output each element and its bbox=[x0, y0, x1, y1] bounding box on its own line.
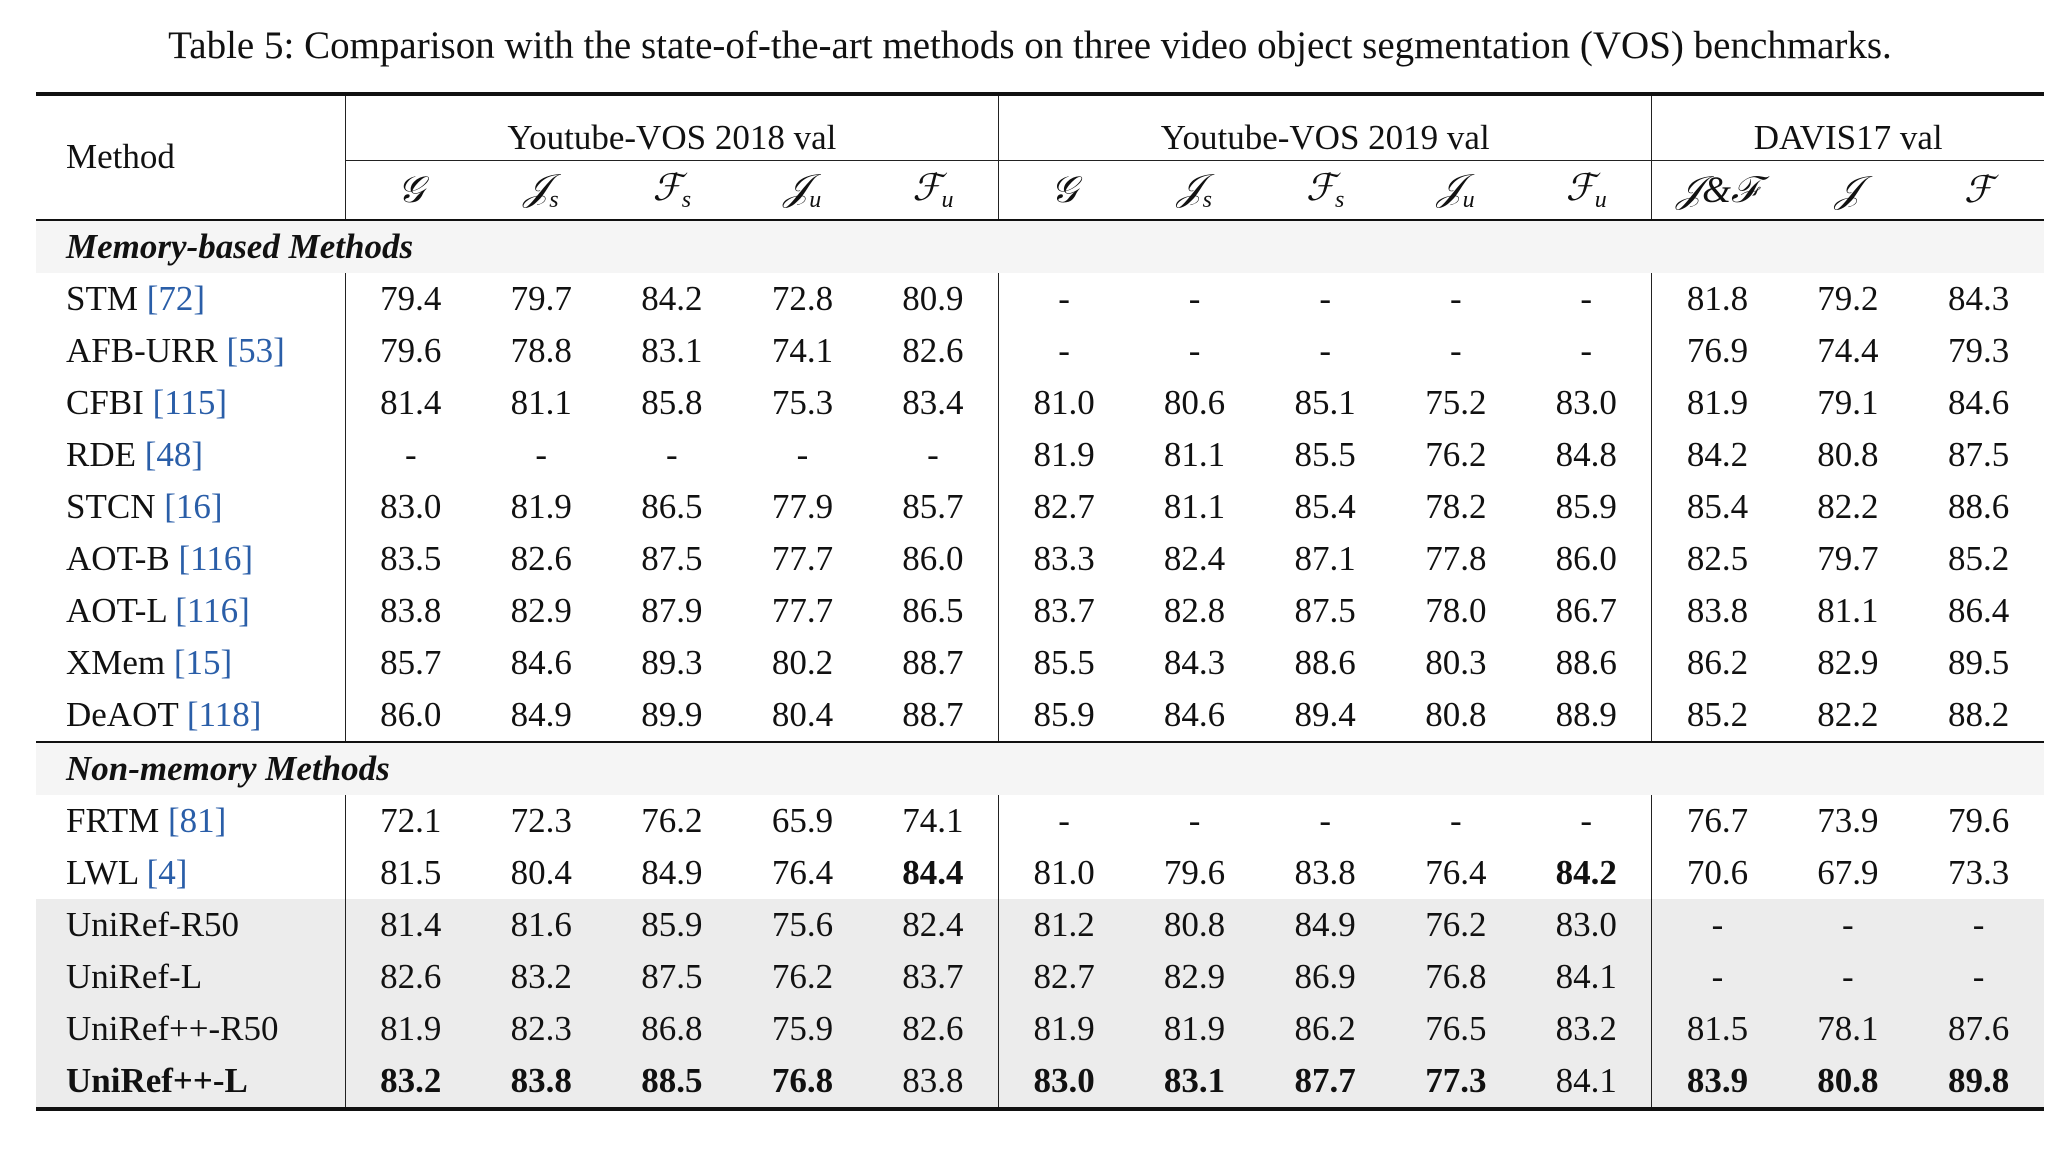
table-cell: 70.6 bbox=[1652, 847, 1783, 899]
table-cell: 85.9 bbox=[1555, 487, 1617, 526]
table-cell: 76.2 bbox=[641, 801, 703, 840]
table-cell: 83.0 bbox=[1555, 383, 1617, 422]
table-cell: 83.3 bbox=[999, 533, 1130, 585]
method-name-cell bbox=[36, 429, 345, 481]
table-cell: 79.6 bbox=[1163, 853, 1226, 892]
results-table bbox=[36, 92, 2044, 1111]
method-name-cell bbox=[36, 325, 345, 377]
table-cell: 86.9 bbox=[1260, 951, 1391, 1003]
table-cell: 83.0 bbox=[999, 1055, 1130, 1109]
method-name: STCN bbox=[66, 487, 156, 526]
table-row bbox=[36, 585, 2044, 637]
table-cell: 76.4 bbox=[1425, 853, 1487, 892]
table-row bbox=[36, 1055, 2044, 1109]
section-header-row bbox=[36, 220, 2044, 273]
table-cell: 76.2 bbox=[1391, 899, 1522, 951]
table-cell: 84.6 bbox=[1947, 383, 2010, 422]
table-cell: 88.6 bbox=[1555, 643, 1617, 682]
table-cell: 86.2 bbox=[1652, 637, 1783, 689]
metric-subscript: s bbox=[681, 187, 692, 213]
method-name-cell bbox=[36, 377, 345, 429]
table-cell: 80.4 bbox=[510, 853, 572, 892]
table-row bbox=[36, 273, 2044, 325]
method-name-cell bbox=[36, 481, 345, 533]
table-cell: 83.4 bbox=[902, 383, 964, 422]
table-cell: 82.3 bbox=[476, 1003, 607, 1055]
table-cell: 74.4 bbox=[1817, 331, 1879, 370]
table-row bbox=[36, 899, 2044, 951]
table-cell: 84.6 bbox=[1163, 695, 1226, 734]
table-cell: 83.1 bbox=[641, 331, 703, 370]
table-cell: 83.9 bbox=[1652, 1055, 1783, 1109]
table-cell: 74.1 bbox=[771, 331, 834, 370]
metric-header bbox=[1913, 161, 2044, 221]
table-cell: - bbox=[999, 795, 1130, 847]
table-cell: 83.0 bbox=[345, 481, 476, 533]
table-cell: 85.7 bbox=[345, 637, 476, 689]
table-cell: 85.9 bbox=[607, 899, 738, 951]
table-cell: 81.9 bbox=[999, 429, 1130, 481]
table-cell: - bbox=[1783, 951, 1914, 1003]
table-cell: - bbox=[1652, 899, 1783, 951]
method-name: AFB-URR bbox=[66, 331, 218, 370]
table-cell: 81.4 bbox=[345, 899, 476, 951]
table-row bbox=[36, 951, 2044, 1003]
table-cell: 87.9 bbox=[641, 591, 703, 630]
method-name-cell bbox=[36, 847, 345, 899]
table-cell: 75.3 bbox=[771, 383, 834, 422]
method-name-cell bbox=[36, 1003, 345, 1055]
table-cell: 84.1 bbox=[1521, 951, 1652, 1003]
table-cell: 81.9 bbox=[510, 487, 572, 526]
table-cell: - bbox=[1188, 331, 1201, 370]
method-name: UniRef-R50 bbox=[66, 905, 240, 944]
table-cell: 72.3 bbox=[510, 801, 572, 840]
table-row bbox=[36, 481, 2044, 533]
table-cell: 77.7 bbox=[771, 591, 834, 630]
citation-link[interactable]: [15] bbox=[173, 643, 233, 682]
table-row bbox=[36, 429, 2044, 481]
table-cell: 81.1 bbox=[1817, 591, 1879, 630]
table-cell: 72.1 bbox=[345, 795, 476, 847]
table-cell: 81.1 bbox=[510, 383, 572, 422]
method-name: LWL bbox=[66, 853, 138, 892]
method-name: UniRef++-L bbox=[66, 1061, 248, 1100]
table-body bbox=[36, 220, 2044, 1109]
table-cell: 80.8 bbox=[1817, 435, 1879, 474]
table-cell: 81.2 bbox=[999, 899, 1130, 951]
table-cell: 77.3 bbox=[1391, 1055, 1522, 1109]
table-cell: 87.5 bbox=[607, 951, 738, 1003]
table-cell: 83.8 bbox=[1294, 853, 1356, 892]
table-cell: - bbox=[666, 435, 678, 474]
table-cell: 83.1 bbox=[1129, 1055, 1260, 1109]
table-cell: 78.2 bbox=[1425, 487, 1487, 526]
table-cell: 88.2 bbox=[1947, 695, 2010, 734]
table-cell: 76.2 bbox=[1425, 435, 1487, 474]
table-cell: 85.8 bbox=[641, 383, 703, 422]
table-cell: 87.5 bbox=[1947, 435, 2010, 474]
metric-header bbox=[1260, 161, 1391, 221]
table-cell: 88.6 bbox=[1294, 643, 1356, 682]
table-cell: 85.5 bbox=[1294, 435, 1356, 474]
table-cell: 82.6 bbox=[510, 539, 572, 578]
table-cell: 77.9 bbox=[771, 487, 834, 526]
metric-subscript: s bbox=[1335, 187, 1345, 213]
table-cell: 76.9 bbox=[1652, 325, 1783, 377]
table-row bbox=[36, 795, 2044, 847]
table-cell: 79.6 bbox=[345, 325, 476, 377]
table-cell: 81.0 bbox=[999, 847, 1130, 899]
table-cell: 79.7 bbox=[510, 279, 572, 318]
method-name: UniRef-L bbox=[66, 957, 203, 996]
table-cell: 85.4 bbox=[1294, 487, 1356, 526]
metric-subscript: u bbox=[941, 187, 954, 213]
table-cell: 82.6 bbox=[868, 1003, 999, 1055]
table-cell: 81.0 bbox=[999, 377, 1130, 429]
table-cell: 83.5 bbox=[345, 533, 476, 585]
method-name: STM bbox=[66, 279, 138, 318]
method-name-cell bbox=[36, 899, 345, 951]
method-name-cell bbox=[36, 273, 345, 325]
table-cell: - bbox=[1188, 801, 1201, 840]
table-cell: 86.8 bbox=[607, 1003, 738, 1055]
table-cell: 80.9 bbox=[902, 279, 964, 318]
table-cell: 89.3 bbox=[641, 643, 703, 682]
method-header: Method bbox=[36, 94, 345, 220]
table-cell: 84.3 bbox=[1163, 643, 1226, 682]
method-name-cell bbox=[36, 533, 345, 585]
table-cell: 86.5 bbox=[902, 591, 964, 630]
table-cell: - bbox=[999, 273, 1130, 325]
table-cell: 81.8 bbox=[1652, 273, 1783, 325]
metric-symbol: 𝒢 bbox=[1050, 169, 1078, 211]
table-row bbox=[36, 377, 2044, 429]
header-row-groups bbox=[36, 94, 2044, 161]
table-cell: 80.3 bbox=[1425, 643, 1487, 682]
metric-header bbox=[737, 161, 868, 221]
table-cell: 83.8 bbox=[345, 585, 476, 637]
table-cell: - bbox=[345, 429, 476, 481]
table-cell: 75.2 bbox=[1425, 383, 1487, 422]
group-header-davis17: DAVIS17 val bbox=[1652, 94, 2044, 161]
table-cell: 83.8 bbox=[868, 1055, 999, 1109]
method-name: XMem bbox=[66, 643, 166, 682]
metric-header bbox=[345, 161, 476, 221]
citation-link[interactable]: [115] bbox=[152, 383, 228, 422]
table-cell: 84.1 bbox=[1521, 1055, 1652, 1109]
table-cell: 74.1 bbox=[902, 801, 964, 840]
table-cell: 85.1 bbox=[1294, 383, 1356, 422]
metric-subscript: u bbox=[1462, 186, 1475, 213]
table-cell: 79.1 bbox=[1817, 383, 1879, 422]
table-cell: 83.7 bbox=[868, 951, 999, 1003]
table-cell: - bbox=[1188, 279, 1201, 318]
method-name-cell bbox=[36, 951, 345, 1003]
citation-link[interactable]: [72] bbox=[146, 279, 206, 318]
table-cell: 82.9 bbox=[1129, 951, 1260, 1003]
table-cell: 89.8 bbox=[1913, 1055, 2044, 1109]
table-cell: 82.9 bbox=[510, 591, 572, 630]
citation-link[interactable]: [116] bbox=[178, 539, 253, 578]
table-cell: 83.7 bbox=[999, 585, 1130, 637]
table-cell: 82.2 bbox=[1817, 487, 1879, 526]
table-cell: - bbox=[927, 435, 939, 474]
method-name-cell bbox=[36, 637, 345, 689]
table-cell: 78.1 bbox=[1783, 1003, 1914, 1055]
table-cell: 81.5 bbox=[1652, 1003, 1783, 1055]
metric-symbol: 𝒥 bbox=[783, 167, 810, 209]
metric-subscript: s bbox=[549, 186, 559, 213]
table-cell: 85.9 bbox=[999, 689, 1130, 742]
metric-symbol: ℱ bbox=[912, 168, 942, 209]
table-row bbox=[36, 637, 2044, 689]
table-row bbox=[36, 689, 2044, 742]
table-cell: 89.9 bbox=[641, 695, 703, 734]
table-cell: 81.5 bbox=[345, 847, 476, 899]
table-cell: 76.8 bbox=[737, 1055, 868, 1109]
table-cell: 83.2 bbox=[476, 951, 607, 1003]
table-cell: 80.8 bbox=[1129, 899, 1260, 951]
table-cell: - bbox=[1319, 331, 1331, 370]
table-cell: 84.2 bbox=[1652, 429, 1783, 481]
citation-link[interactable]: [118] bbox=[186, 695, 262, 734]
table-cell: 77.8 bbox=[1425, 539, 1487, 578]
table-cell: 88.7 bbox=[902, 695, 964, 734]
table-cell: 84.6 bbox=[510, 643, 572, 682]
table-cell: 78.8 bbox=[510, 331, 572, 370]
table-caption: Table 5: Comparison with the state-of-the-art methods on three video object segmentation (VOS) benchmarks. bbox=[168, 24, 1892, 67]
table-cell: 80.6 bbox=[1163, 383, 1226, 422]
table-cell: 83.2 bbox=[345, 1055, 476, 1109]
table-cell: 86.7 bbox=[1555, 591, 1617, 630]
table-cell: 85.2 bbox=[1947, 539, 2010, 578]
table-cell: 84.9 bbox=[510, 695, 572, 734]
table-cell: - bbox=[1580, 801, 1593, 840]
group-header-ytvos18: Youtube-VOS 2018 val bbox=[345, 94, 998, 161]
table-cell: 81.9 bbox=[999, 1003, 1130, 1055]
table-cell: - bbox=[535, 435, 548, 474]
metric-header bbox=[476, 161, 607, 221]
table-cell: - bbox=[1652, 951, 1783, 1003]
table-cell: 79.2 bbox=[1817, 279, 1879, 318]
method-name: AOT-L bbox=[66, 591, 167, 630]
table-cell: 82.4 bbox=[868, 899, 999, 951]
table-cell: 89.5 bbox=[1947, 643, 2010, 682]
metric-header bbox=[868, 161, 999, 221]
citation-link[interactable]: [81] bbox=[167, 801, 227, 840]
table-cell: 79.4 bbox=[345, 273, 476, 325]
metric-header bbox=[1652, 161, 1783, 221]
citation-link[interactable]: [48] bbox=[144, 435, 204, 474]
table-cell: 84.9 bbox=[1260, 899, 1391, 951]
table-cell: - bbox=[1319, 279, 1331, 318]
table-cell: 83.8 bbox=[1652, 585, 1783, 637]
citation-link[interactable]: [16] bbox=[164, 487, 223, 526]
citation-link[interactable]: [53] bbox=[226, 331, 285, 370]
table-cell: 88.6 bbox=[1947, 487, 2010, 526]
table-cell: 76.2 bbox=[737, 951, 868, 1003]
citation-link[interactable]: [4] bbox=[146, 853, 188, 892]
table-cell: 80.8 bbox=[1425, 695, 1487, 734]
table-cell: 87.6 bbox=[1913, 1003, 2044, 1055]
table-cell: 84.8 bbox=[1555, 435, 1617, 474]
table-cell: 85.2 bbox=[1652, 689, 1783, 742]
metric-symbol: 𝒥 bbox=[1835, 169, 1861, 211]
metric-header bbox=[1783, 161, 1914, 221]
table-cell: 88.5 bbox=[607, 1055, 738, 1109]
method-name: CFBI bbox=[66, 383, 144, 422]
table-cell: 81.9 bbox=[345, 1003, 476, 1055]
table-cell: 84.9 bbox=[641, 853, 703, 892]
table-cell: 86.0 bbox=[1555, 539, 1617, 578]
table-cell: 76.7 bbox=[1652, 795, 1783, 847]
table-cell: 88.9 bbox=[1555, 695, 1617, 734]
metric-header bbox=[1391, 161, 1522, 221]
table-cell: 67.9 bbox=[1817, 853, 1879, 892]
table-cell: - bbox=[1913, 951, 2044, 1003]
method-name: DeAOT bbox=[66, 695, 179, 734]
method-name: RDE bbox=[66, 435, 136, 474]
table-cell: 86.5 bbox=[641, 487, 703, 526]
table-cell: - bbox=[796, 435, 809, 474]
table-cell: 76.5 bbox=[1391, 1003, 1522, 1055]
table-cell: 86.4 bbox=[1947, 591, 2010, 630]
metric-symbol: 𝒥 bbox=[1177, 167, 1203, 209]
table-cell: 79.7 bbox=[1817, 539, 1879, 578]
table-cell: 80.2 bbox=[771, 643, 834, 682]
table-cell: 84.4 bbox=[902, 853, 964, 892]
method-name-cell bbox=[36, 1055, 345, 1109]
table-cell: 84.3 bbox=[1947, 279, 2010, 318]
table-row bbox=[36, 325, 2044, 377]
table-cell: 78.0 bbox=[1425, 591, 1487, 630]
table-cell: 79.6 bbox=[1947, 801, 2010, 840]
table-cell: - bbox=[1319, 801, 1331, 840]
metric-symbol: 𝒥&ℱ bbox=[1676, 169, 1759, 211]
table-cell: 82.6 bbox=[902, 331, 964, 370]
table-cell: 83.0 bbox=[1521, 899, 1652, 951]
group-header-ytvos19: Youtube-VOS 2019 val bbox=[999, 94, 1652, 161]
table-cell: 84.2 bbox=[641, 279, 703, 318]
metric-subscript: u bbox=[1594, 187, 1607, 213]
table-cell: 81.4 bbox=[345, 377, 476, 429]
table-cell: 87.5 bbox=[641, 539, 703, 578]
method-name-cell bbox=[36, 795, 345, 847]
table-cell: 82.2 bbox=[1817, 695, 1879, 734]
table-cell: 86.0 bbox=[902, 539, 964, 578]
table-row bbox=[36, 533, 2044, 585]
table-cell: 87.1 bbox=[1294, 539, 1356, 578]
table-row bbox=[36, 1003, 2044, 1055]
method-name: UniRef++-R50 bbox=[66, 1009, 279, 1048]
results-table-container bbox=[36, 92, 2044, 1111]
table-cell: 83.8 bbox=[476, 1055, 607, 1109]
table-cell: 86.0 bbox=[345, 689, 476, 742]
section-title: Memory-based Methods bbox=[36, 220, 2044, 273]
method-name: FRTM bbox=[66, 801, 160, 840]
metric-subscript: u bbox=[809, 186, 822, 213]
citation-link[interactable]: [116] bbox=[175, 591, 250, 630]
table-cell: 80.8 bbox=[1783, 1055, 1914, 1109]
table-cell: 87.5 bbox=[1294, 591, 1356, 630]
table-cell: - bbox=[1913, 899, 2044, 951]
table-cell: 82.9 bbox=[1817, 643, 1879, 682]
method-name-cell bbox=[36, 585, 345, 637]
metric-header bbox=[1129, 161, 1260, 221]
table-cell: 88.7 bbox=[902, 643, 964, 682]
table-cell: 80.4 bbox=[771, 695, 834, 734]
table-cell: 83.2 bbox=[1521, 1003, 1652, 1055]
table-cell: 72.8 bbox=[771, 279, 834, 318]
table-cell: 76.4 bbox=[771, 853, 834, 892]
table-cell: 75.9 bbox=[737, 1003, 868, 1055]
table-cell: 79.3 bbox=[1947, 331, 2010, 370]
table-cell: 82.7 bbox=[999, 951, 1130, 1003]
table-cell: 87.7 bbox=[1260, 1055, 1391, 1109]
metric-symbol: 𝒥 bbox=[523, 167, 550, 209]
table-cell: 81.1 bbox=[1163, 435, 1226, 474]
metric-header bbox=[999, 161, 1130, 221]
table-cell: - bbox=[1580, 331, 1593, 370]
method-name-cell bbox=[36, 689, 345, 742]
table-cell: - bbox=[1450, 331, 1462, 370]
table-cell: 89.4 bbox=[1294, 695, 1356, 734]
table-cell: 85.4 bbox=[1652, 481, 1783, 533]
metric-symbol: 𝒥 bbox=[1437, 167, 1463, 209]
method-name: AOT-B bbox=[66, 539, 170, 578]
metric-subscript: s bbox=[1202, 186, 1212, 213]
table-cell: 84.2 bbox=[1555, 853, 1617, 892]
table-cell: - bbox=[1580, 279, 1593, 318]
table-cell: 85.5 bbox=[999, 637, 1130, 689]
table-cell: 81.9 bbox=[1652, 377, 1783, 429]
metric-header bbox=[1521, 161, 1652, 221]
table-cell: 81.1 bbox=[1163, 487, 1226, 526]
table-cell: 81.9 bbox=[1129, 1003, 1260, 1055]
table-cell: 82.7 bbox=[999, 481, 1130, 533]
table-cell: 82.4 bbox=[1163, 539, 1226, 578]
table-cell: 82.8 bbox=[1163, 591, 1226, 630]
table-cell: 85.7 bbox=[902, 487, 964, 526]
table-cell: - bbox=[999, 325, 1130, 377]
table-row bbox=[36, 847, 2044, 899]
metric-symbol: ℱ bbox=[652, 168, 682, 209]
metric-header bbox=[607, 161, 738, 221]
table-cell: - bbox=[1450, 279, 1462, 318]
section-header-row bbox=[36, 742, 2044, 795]
table-cell: 65.9 bbox=[771, 801, 834, 840]
table-cell: 75.6 bbox=[737, 899, 868, 951]
metric-symbol: ℱ bbox=[1565, 168, 1595, 209]
table-cell: - bbox=[1450, 801, 1462, 840]
table-cell: 73.3 bbox=[1947, 853, 2010, 892]
table-cell: 76.8 bbox=[1391, 951, 1522, 1003]
metric-symbol: ℱ bbox=[1964, 170, 1994, 211]
table-cell: 82.6 bbox=[345, 951, 476, 1003]
section-title: Non-memory Methods bbox=[36, 742, 2044, 795]
table-cell: 77.7 bbox=[771, 539, 834, 578]
table-cell: - bbox=[1783, 899, 1914, 951]
table-cell: 86.2 bbox=[1260, 1003, 1391, 1055]
table-cell: 82.5 bbox=[1652, 533, 1783, 585]
table-cell: 81.6 bbox=[476, 899, 607, 951]
metric-symbol: 𝒢 bbox=[397, 169, 424, 211]
metric-symbol: ℱ bbox=[1305, 168, 1336, 209]
table-cell: 73.9 bbox=[1817, 801, 1879, 840]
